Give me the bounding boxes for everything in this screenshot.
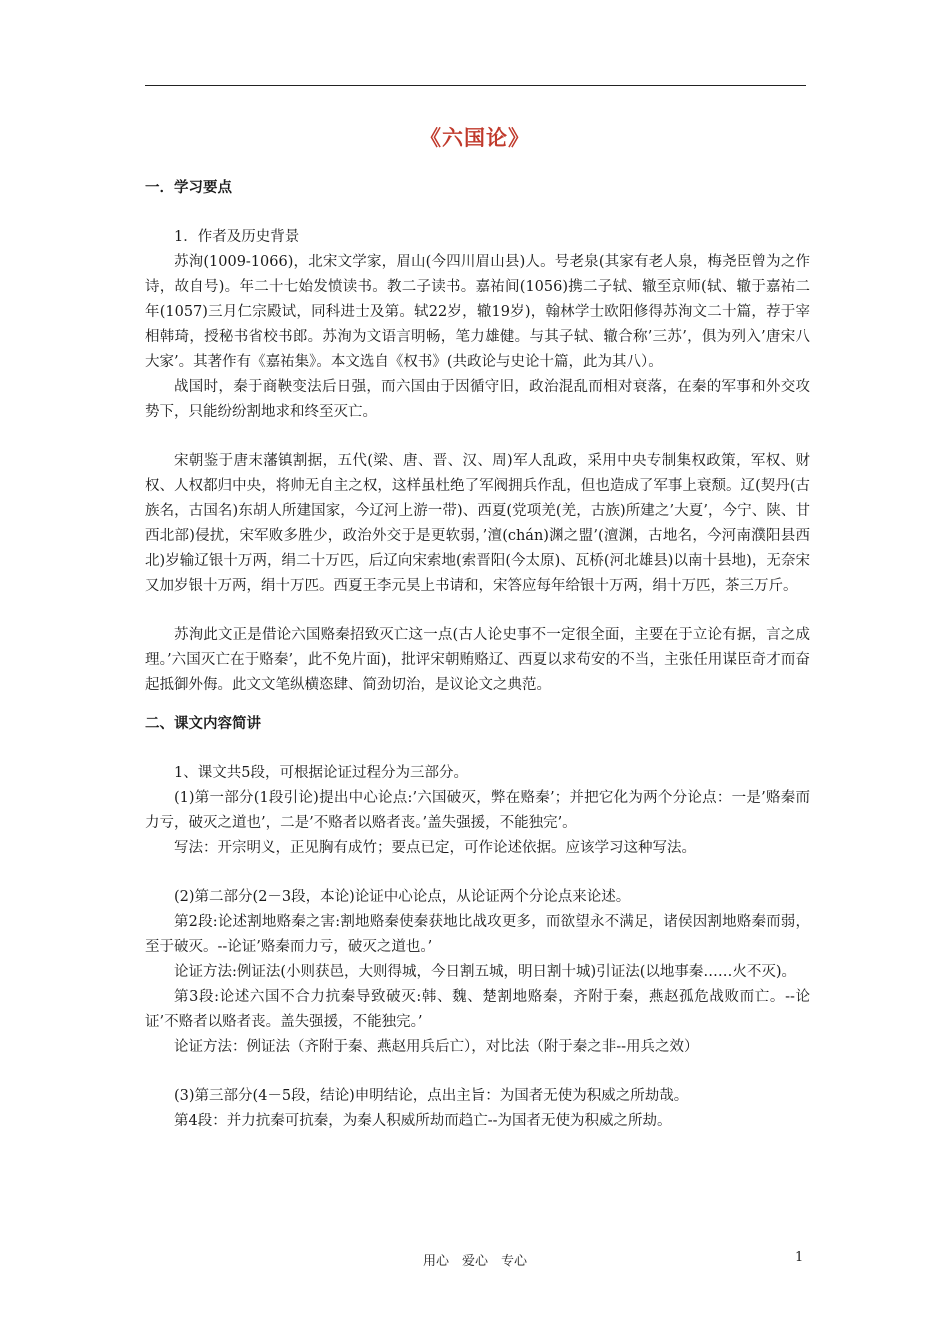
line-part2: (2)第二部分(2－3段，本论)论证中心论点，从论证两个分论点来论述。 <box>174 889 631 905</box>
paragraph-purpose: 苏洵此文正是借论六国赂秦招致灭亡这一点(古人论史事不一定很全面，主要在于立论有据，言之成理。’六国灭亡在于赂秦’，此不免片面)，批评宋朝贿赂辽、西夏以求苟安的不当，主张任用谋臣奇才而奋起抵御外侮。此文文笔纵横恣肆、简劲切治，是议论文之典范。 <box>145 627 810 693</box>
page-number: 1 <box>795 1250 804 1265</box>
line-para3: 第3段:论述六国不合力抗秦导致破灭:韩、魏、楚割地赂秦，齐附于秦，燕赵孤危战败而亡。--论证’不赂者以赂者丧。盖失强援，不能独完。’ <box>145 989 810 1030</box>
line-structure: 1、课文共5段，可根据论证过程分为三部分。 <box>174 765 468 781</box>
section-heading-2: 二、课文内容简讲 <box>145 716 261 732</box>
line-part3: (3)第三部分(4－5段，结论)申明结论，点出主旨：为国者无使为积威之所劫哉。 <box>174 1088 689 1104</box>
paragraph-author: 苏洵(1009-1066)，北宋文学家，眉山(今四川眉山县)人。号老泉(其家有老人泉，梅尧臣曾为之作诗，故自号)。年二十七始发愤读书。教二子读书。嘉祐间(1056)携二子轼、辙至京师(轼、辙于嘉祐二年(1057)三月仁宗殿试，同科进士及第。轼22岁，辙19岁)，翰林学士欧阳修得苏洵文二十篇，荐于宰相韩琦，授秘书省校书郎。苏洵为文语言明畅，笔力雄健。与其子轼、辙合称’三苏’，俱为列入’唐宋八大家’。其著作有《嘉祐集》。本文选自《权书》(共政论与史论十篇，此为其八）。 <box>145 254 810 370</box>
line-part1-method: 写法：开宗明义，正见胸有成竹；要点已定，可作论述依据。应该学习这种写法。 <box>174 840 696 856</box>
line-para2-method: 论证方法:例证法(小则获邑，大则得城，今日割五城，明日割十城)引证法(以地事秦……火不灭)。 <box>174 964 797 980</box>
section-heading-1: 一．学习要点 <box>145 180 232 196</box>
document-body <box>145 176 810 1134</box>
paragraph-warring-states: 战国时，秦于商鞅变法后日强，而六国由于因循守旧，政治混乱而相对衰落，在秦的军事和外交攻势下，只能纷纷割地求和终至灭亡。 <box>145 379 810 420</box>
line-para4: 第4段：并力抗秦可抗秦，为秦人积威所劫而趋亡--为国者无使为积威之所劫。 <box>174 1113 672 1129</box>
line-para2: 第2段:论述割地赂秦之害:割地赂秦使秦获地比战攻更多，而欲望永不满足，诸侯因割地赂秦而弱，至于破灭。--论证’赂秦而力亏，破灭之道也。’ <box>145 914 810 955</box>
subheading-author: 1．作者及历史背景 <box>174 229 300 245</box>
header-rule <box>145 85 806 86</box>
line-para3-method: 论证方法：例证法（齐附于秦、燕赵用兵后亡），对比法（附于秦之非--用兵之效） <box>174 1039 699 1055</box>
line-part1: (1)第一部分(1段引论)提出中心论点:’六国破灭，弊在赂秦’；并把它化为两个分论点：一是’赂秦而力亏，破灭之道也’，二是’不赂者以赂者丧。’盖失强援，不能独完’。 <box>145 790 810 831</box>
footer-motto: 用心 爱心 专心 <box>422 1254 527 1269</box>
paragraph-song-dynasty: 宋朝鉴于唐末藩镇割据，五代(梁、唐、晋、汉、周)军人乱政，采用中央专制集权政策，军权、财权、人权都归中央，将帅无自主之权，这样虽杜绝了军阀拥兵作乱，但也造成了军事上衰颓。辽(契丹(古族名，古国名)东胡人所建国家，今辽河上游一带)、西夏(党项羌(羌，古族)所建之’大夏’，今宁、陕、甘西北部)侵扰，宋军败多胜少，政治外交于是更软弱，’澶(chán)渊之盟’(澶渊，古地名，今河南濮阳县西北)岁输辽银十万两，绢二十万匹，后辽向宋索地(索晋阳(今太原)、瓦桥(河北雄县)以南十县地)，无奈宋又加岁银十万两，绢十万匹。西夏王李元昊上书请和，宋答应每年给银十万两，绢十万匹，茶三万斤。 <box>145 453 810 594</box>
document-title: 《六国论》 <box>420 126 530 150</box>
